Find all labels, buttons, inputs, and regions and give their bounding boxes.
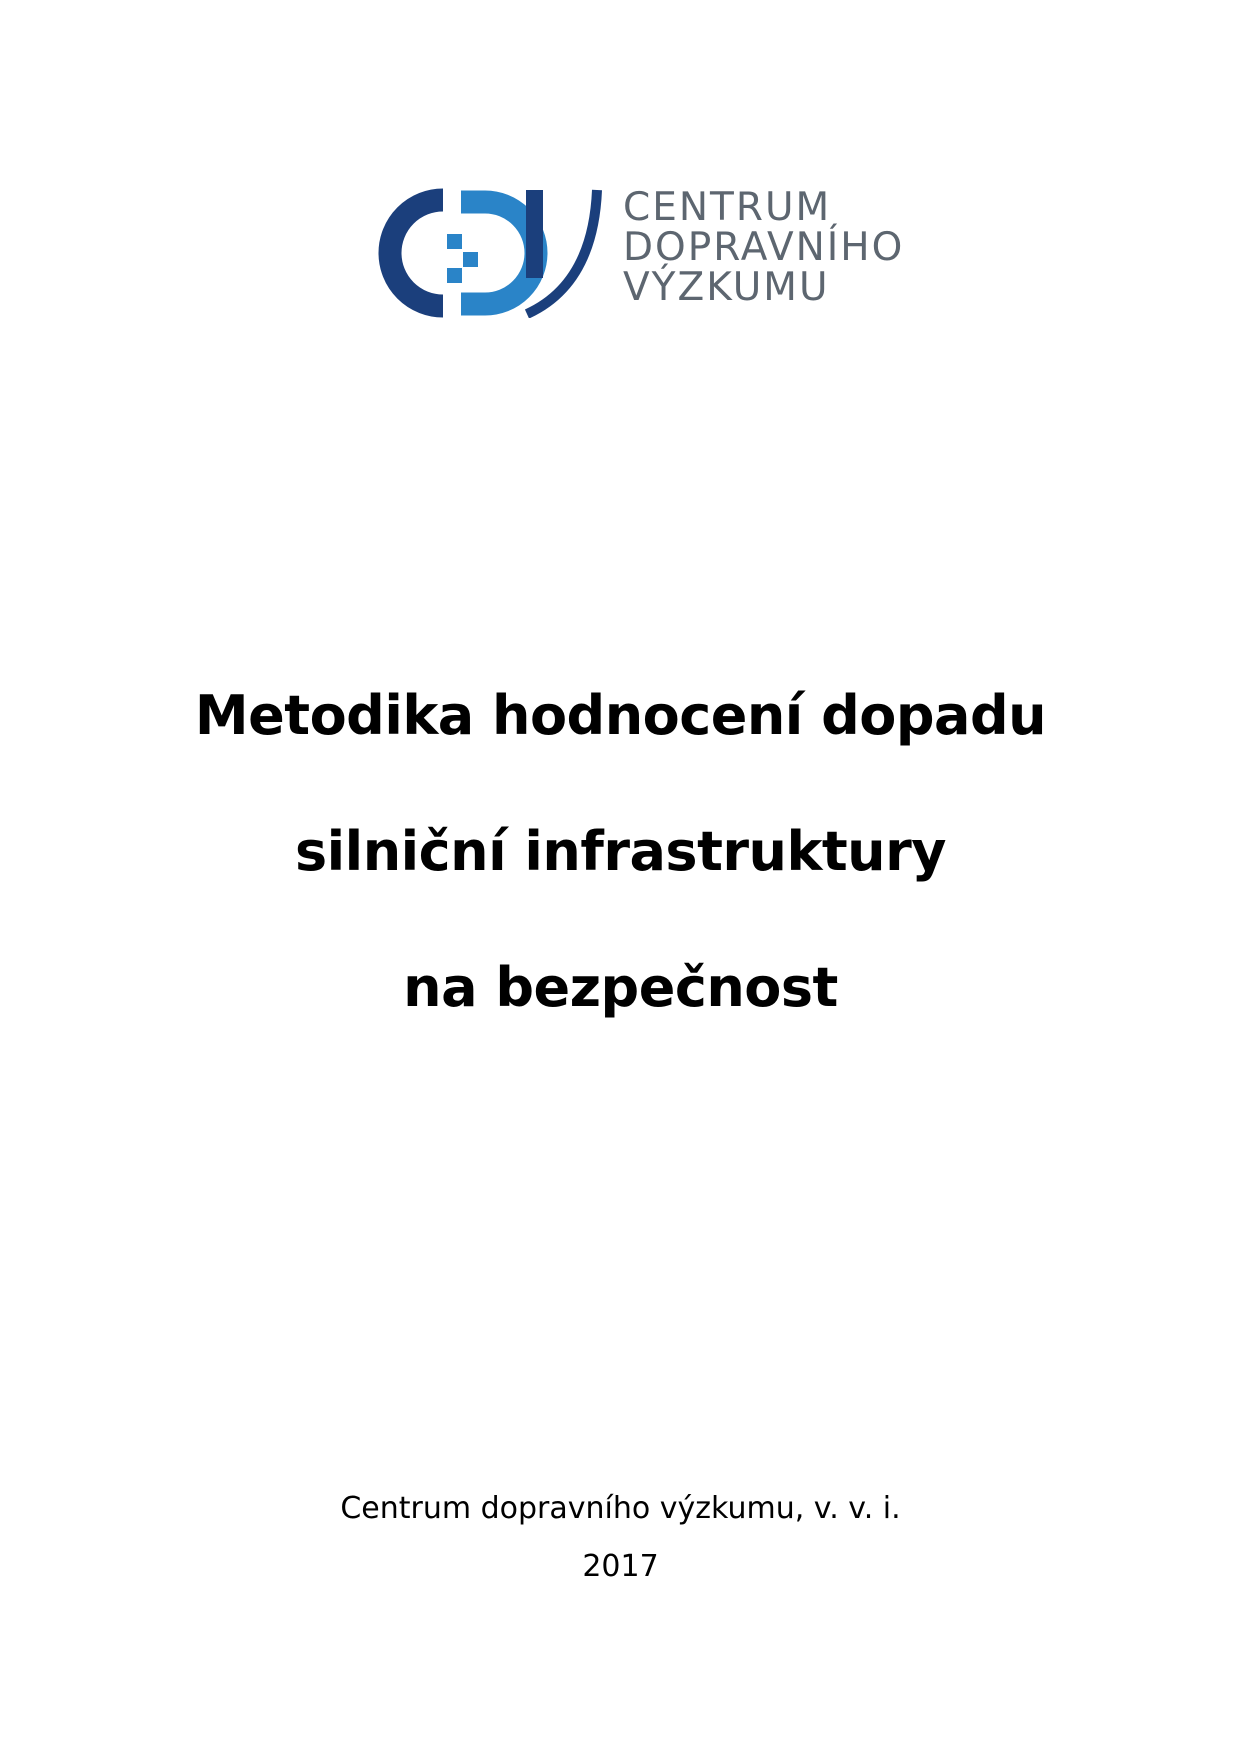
logo-text-line-1: CENTRUM — [623, 185, 832, 230]
publisher-name: Centrum dopravního výzkumu, v. v. i. — [340, 1491, 901, 1526]
logo-pixel-square — [463, 252, 478, 267]
document-title — [0, 648, 1241, 1056]
title-line-3: na bezpečnost — [403, 956, 838, 1019]
logo-text-line-2: DOPRAVNÍHO — [623, 225, 905, 270]
logo-pixel-square — [447, 268, 462, 283]
logo-letter-v-bar — [526, 190, 543, 278]
document-footer — [0, 1480, 1241, 1596]
logo-text — [623, 185, 923, 310]
cdv-logo — [365, 185, 925, 318]
logo-letter-c — [390, 200, 443, 306]
publication-year: 2017 — [582, 1549, 659, 1584]
logo-pixel-square — [447, 234, 462, 249]
title-line-2: silniční infrastruktury — [295, 820, 946, 883]
title-line-1: Metodika hodnocení dopadu — [194, 684, 1047, 747]
logo-text-line-3: VÝZKUMU — [623, 265, 830, 310]
cdv-logo-mark — [365, 188, 605, 318]
